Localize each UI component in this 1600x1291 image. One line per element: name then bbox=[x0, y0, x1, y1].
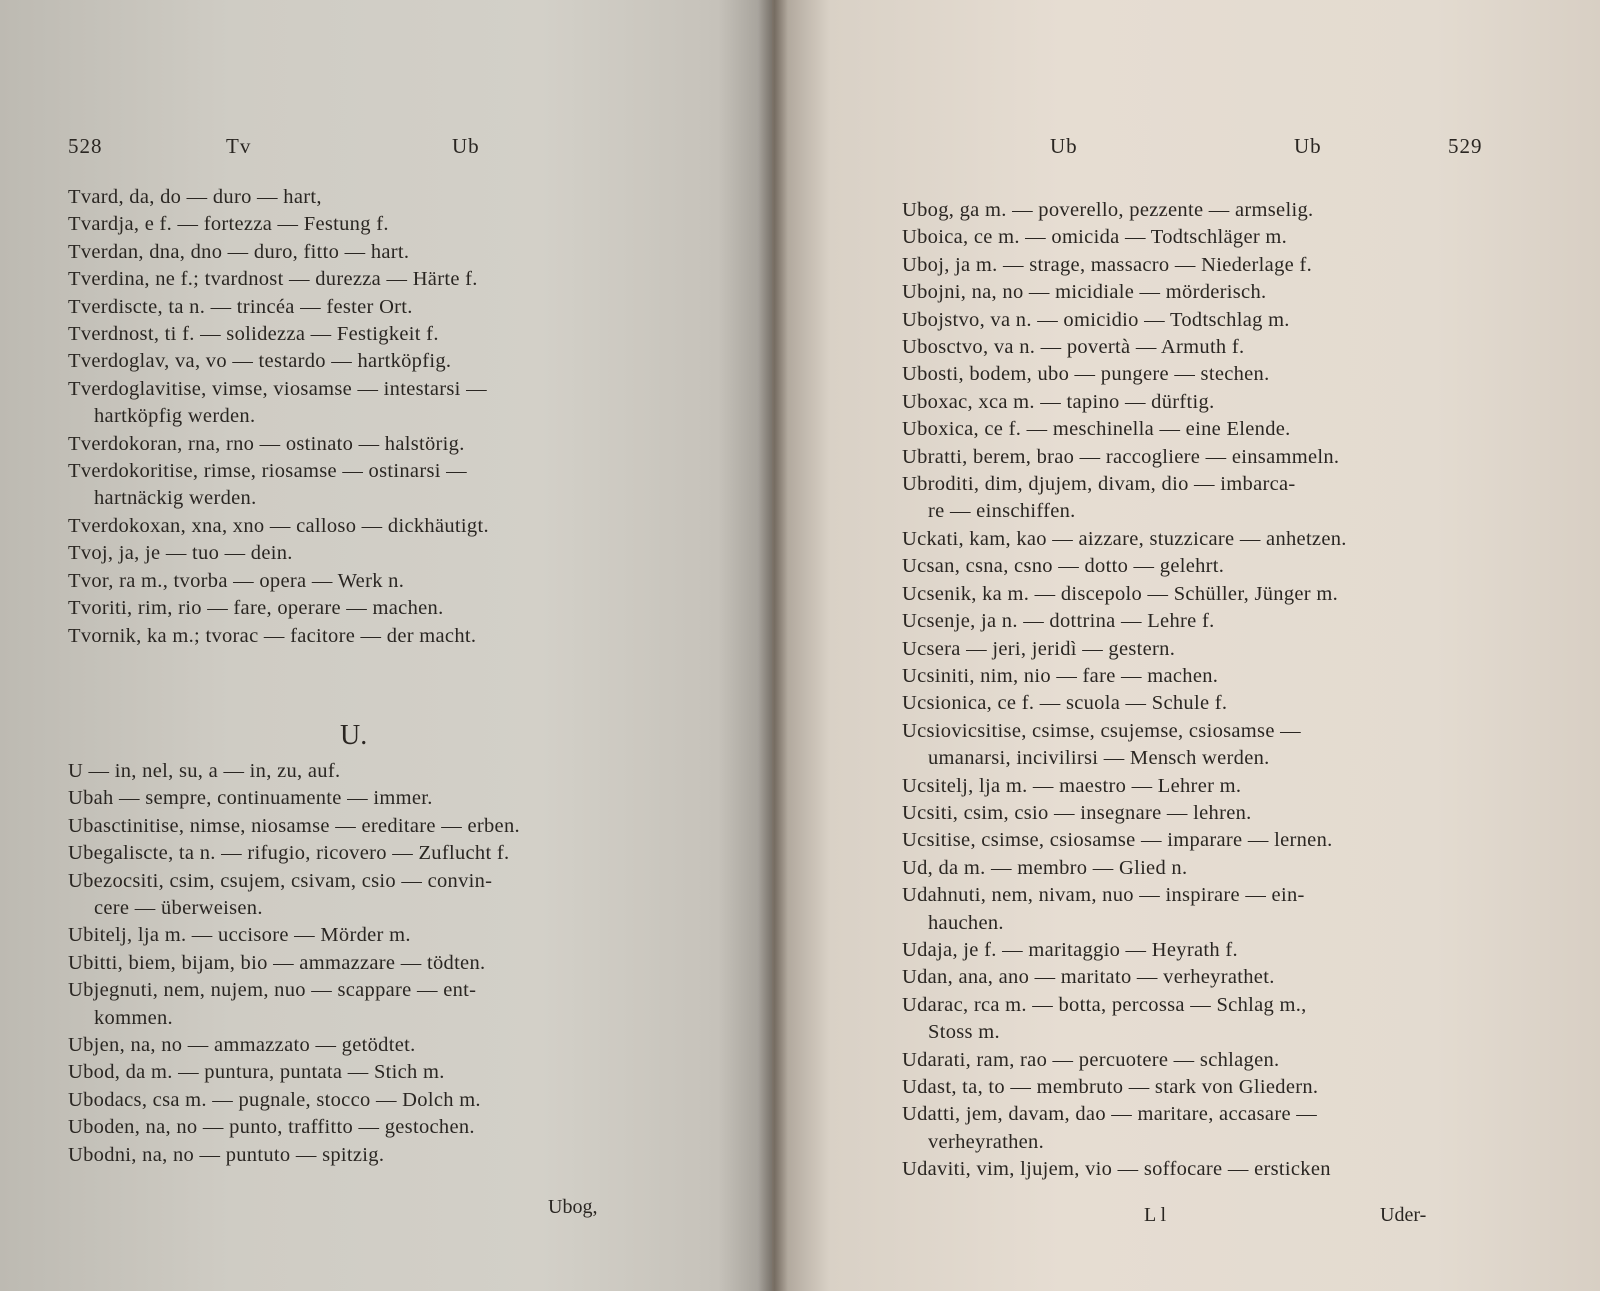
entry: Uckati, kam, kao — aizzare, stuzzicare — anhetzen. bbox=[902, 527, 1347, 550]
entry: Ubitti, biem, bijam, bio — ammazzare — tödten. bbox=[68, 951, 486, 974]
running-head-right: Ub bbox=[452, 134, 480, 158]
entry: Ubitelj, lja m. — uccisore — Mörder m. bbox=[68, 924, 411, 947]
entry: Ubodni, na, no — puntuto — spitzig. bbox=[68, 1143, 385, 1166]
entry: Tverdan, dna, dno — duro, fitto — hart. bbox=[68, 240, 410, 263]
entry: Tvornik, ka m.; tvorac — facitore — der macht. bbox=[68, 624, 477, 647]
entry: Tverdina, ne f.; tvardnost — durezza — Härte f. bbox=[68, 268, 478, 291]
entry: Tvardja, e f. — fortezza — Festung f. bbox=[68, 213, 389, 236]
right-page bbox=[772, 0, 1600, 1291]
entries-top bbox=[68, 184, 668, 650]
entry-continuation: verheyrathen. bbox=[928, 1130, 1045, 1153]
entry-continuation: umanarsi, incivilirsi — Mensch werden. bbox=[928, 747, 1270, 770]
entry: Ucsera — jeri, jeridì — gestern. bbox=[902, 637, 1176, 660]
entry: Udahnuti, nem, nivam, nuo — inspirare — ein- bbox=[902, 884, 1305, 907]
entry: Ucsiovicsitise, csimse, csujemse, csiosamse — bbox=[902, 719, 1301, 742]
entry-continuation: re — einschiffen. bbox=[928, 500, 1076, 523]
entry: Tvor, ra m., tvorba — opera — Werk n. bbox=[68, 569, 405, 592]
entry: Ubjen, na, no — ammazzato — getödtet. bbox=[68, 1034, 416, 1057]
entry: Ubosti, bodem, ubo — pungere — stechen. bbox=[902, 363, 1270, 386]
entry: Udatti, jem, davam, dao — maritare, accasare — bbox=[902, 1103, 1318, 1126]
page-number-right: 529 bbox=[1448, 134, 1483, 158]
entry: Ubod, da m. — puntura, puntata — Stich m. bbox=[68, 1061, 445, 1084]
entry: Tverdoglav, va, vo — testardo — hartköpfig. bbox=[68, 350, 452, 373]
book-gutter bbox=[758, 0, 788, 1291]
entry: Tverdoglavitise, vimse, viosamse — intestarsi — bbox=[68, 377, 487, 400]
entry: Ubosctvo, va n. — povertà — Armuth f. bbox=[902, 336, 1245, 359]
entry: Ucsitise, csimse, csiosamse — imparare — lernen. bbox=[902, 829, 1333, 852]
entry: Ubog, ga m. — poverello, pezzente — armselig. bbox=[902, 199, 1314, 221]
entry-continuation: cere — überweisen. bbox=[94, 897, 263, 920]
entry: Tverdokoxan, xna, xno — calloso — dickhäutigt. bbox=[68, 514, 489, 537]
entry: Uboxac, xca m. — tapino — dürftig. bbox=[902, 390, 1215, 413]
entry: Ucsiti, csim, csio — insegnare — lehren. bbox=[902, 801, 1252, 824]
entries bbox=[902, 197, 1492, 1184]
entry: Uboj, ja m. — strage, massacro — Niederlage f. bbox=[902, 253, 1313, 276]
entry-continuation: hartnäckig werden. bbox=[94, 487, 257, 510]
entry: Tverdnost, ti f. — solidezza — Festigkeit f. bbox=[68, 323, 439, 346]
entry: Udarac, rca m. — botta, percossa — Schlag m., bbox=[902, 993, 1307, 1016]
entry: Ubratti, berem, brao — raccogliere — einsammeln. bbox=[902, 445, 1340, 468]
entry-continuation: hauchen. bbox=[928, 911, 1004, 934]
left-page bbox=[0, 0, 772, 1291]
entry: Tverdiscte, ta n. — trincéa — fester Ort. bbox=[68, 295, 413, 318]
entry-continuation: kommen. bbox=[94, 1006, 173, 1029]
entry: Udarati, ram, rao — percuotere — schlagen. bbox=[902, 1048, 1280, 1071]
page-number-left: 528 bbox=[68, 134, 103, 158]
entry: Ubezocsiti, csim, csujem, csivam, csio — convin- bbox=[68, 869, 493, 892]
running-head-left: Ub bbox=[1050, 134, 1078, 158]
entry: Ubojstvo, va n. — omicidio — Todtschlag m. bbox=[902, 308, 1290, 331]
entry: Ucsenik, ka m. — discepolo — Schüller, Jünger m. bbox=[902, 582, 1339, 605]
entry: Ubodacs, csa m. — pugnale, stocco — Dolch m. bbox=[68, 1088, 481, 1111]
entry: Tverdokoritise, rimse, riosamse — ostinarsi — bbox=[68, 460, 467, 483]
entries-bottom bbox=[68, 758, 668, 1169]
section-heading: U. bbox=[340, 720, 368, 751]
entry: Udast, ta, to — membruto — stark von Gliedern. bbox=[902, 1076, 1319, 1098]
entry: Tverdokoran, rna, rno — ostinato — halstörig. bbox=[68, 432, 465, 455]
entry: Ubojni, na, no — micidiale — mörderisch. bbox=[902, 281, 1267, 304]
catchword-left: Ubog, bbox=[548, 1196, 598, 1218]
entry: Ucsenje, ja n. — dottrina — Lehre f. bbox=[902, 610, 1215, 633]
running-head-left: Tv bbox=[226, 134, 252, 158]
entry: Ubasctinitise, nimse, niosamse — ereditare — erben. bbox=[68, 814, 520, 837]
entry: Ucsan, csna, csno — dotto — gelehrt. bbox=[902, 555, 1225, 578]
entry: Ucsionica, ce f. — scuola — Schule f. bbox=[902, 692, 1228, 715]
entry: Tvard, da, do — duro — hart, bbox=[68, 186, 322, 208]
entry: Ucsitelj, lja m. — maestro — Lehrer m. bbox=[902, 774, 1242, 797]
entry: Udaviti, vim, ljujem, vio — soffocare — ersticken bbox=[902, 1158, 1331, 1181]
entry-continuation: hartköpfig werden. bbox=[94, 405, 256, 428]
signature-mark: L l bbox=[1144, 1204, 1167, 1226]
entry: Udaja, je f. — maritaggio — Heyrath f. bbox=[902, 938, 1238, 961]
entry: Uboxica, ce f. — meschinella — eine Elende. bbox=[902, 418, 1291, 441]
entry: Udan, ana, ano — maritato — verheyrathet. bbox=[902, 966, 1275, 989]
entry: Tvoriti, rim, rio — fare, operare — machen. bbox=[68, 597, 444, 620]
entry: Uboica, ce m. — omicida — Todtschläger m. bbox=[902, 226, 1288, 249]
entry: Ud, da m. — membro — Glied n. bbox=[902, 856, 1188, 879]
entry: Ubegaliscte, ta n. — rifugio, ricovero — Zuflucht f. bbox=[68, 842, 510, 865]
entry: U — in, nel, su, a — in, zu, auf. bbox=[68, 760, 341, 782]
running-head-right: Ub bbox=[1294, 134, 1322, 158]
entry: Ubroditi, dim, djujem, divam, dio — imbarca- bbox=[902, 473, 1296, 496]
entry: Uboden, na, no — punto, traffitto — gestochen. bbox=[68, 1116, 475, 1139]
entry: Ubjegnuti, nem, nujem, nuo — scappare — ent- bbox=[68, 979, 477, 1002]
entry: Tvoj, ja, je — tuo — dein. bbox=[68, 542, 293, 565]
entry: Ucsiniti, nim, nio — fare — machen. bbox=[902, 664, 1219, 687]
entry: Ubah — sempre, continuamente — immer. bbox=[68, 787, 433, 810]
catchword-right: Uder- bbox=[1380, 1204, 1427, 1226]
entry-continuation: Stoss m. bbox=[928, 1021, 1000, 1044]
